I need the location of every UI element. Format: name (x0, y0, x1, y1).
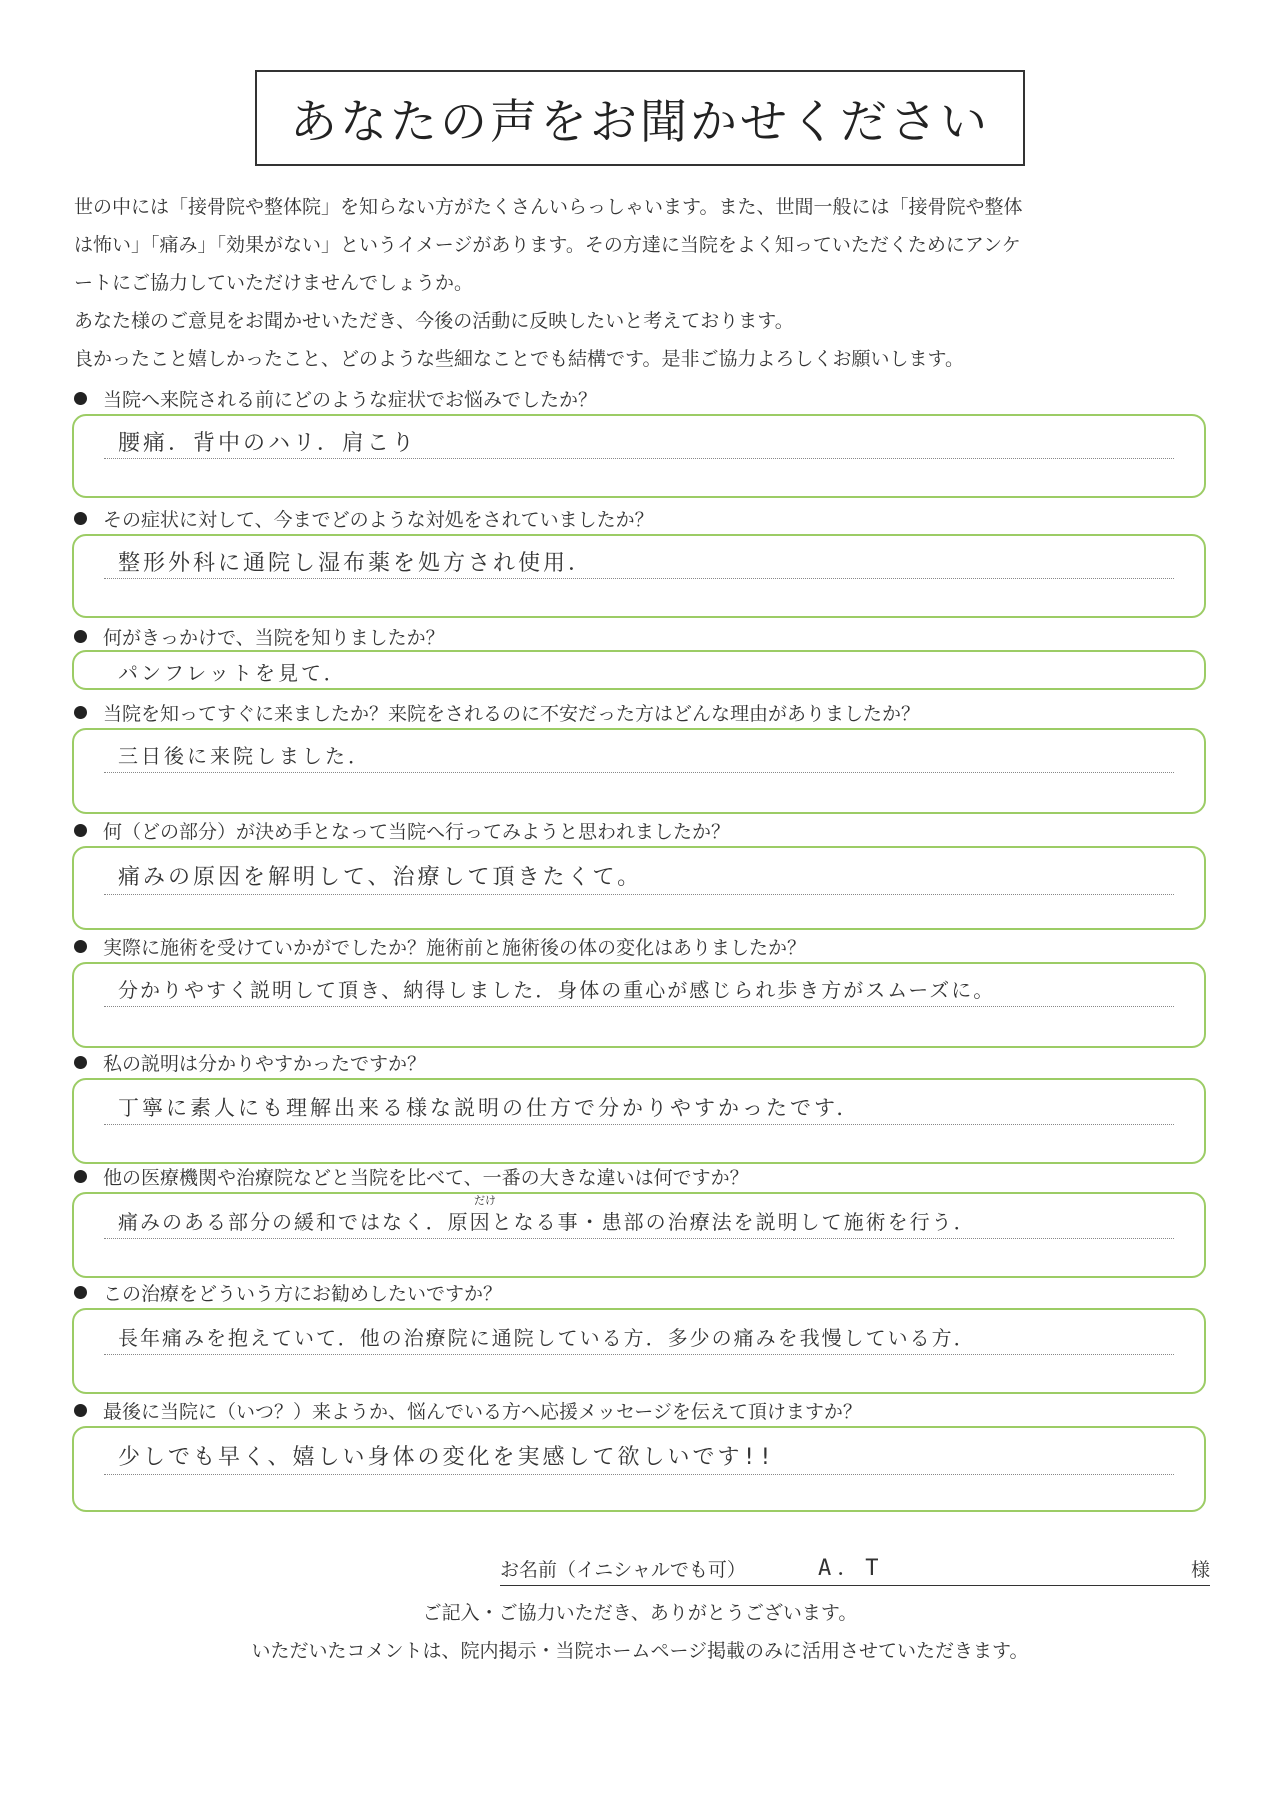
answer-box-7 (72, 1078, 1206, 1164)
question-text: この治療をどういう方にお勧めしたいですか？ (103, 1283, 503, 1305)
answer-box-1 (72, 414, 1206, 498)
answer-box-10 (72, 1426, 1206, 1512)
answer-text: 三日後に来院しました． (118, 744, 371, 768)
bullet-icon (74, 1286, 87, 1299)
usage-note: いただいたコメントは、院内掲示・当院ホームページ掲載のみに活用させていただきます。 (251, 1640, 1029, 1662)
question-text: その症状に対して、今までどのような対処をされていましたか？ (103, 509, 654, 531)
answer-box-3 (72, 650, 1206, 690)
question-text: 当院へ来院される前にどのような症状でお悩みでしたか？ (103, 389, 598, 411)
question-4 (74, 700, 1214, 728)
question-text: 私の説明は分かりやすかったですか？ (103, 1053, 427, 1075)
question-text: 他の医療機関や治療院などと当院を比べて、一番の大きな違いは何ですか？ (103, 1167, 749, 1189)
bullet-icon (74, 1170, 87, 1183)
name-value: A．T (818, 1556, 885, 1581)
bullet-icon (74, 706, 87, 719)
answer-text: 丁寧に素人にも理解出来る様な説明の仕方で分かりやすかったです． (118, 1096, 861, 1120)
name-suffix: 様 (1190, 1559, 1210, 1581)
intro-text (74, 188, 1214, 378)
answer-text: 分かりやすく説明して頂き、納得しました．身体の重心が感じられ歩き方がスムーズに。 (118, 978, 996, 1002)
answer-text: 腰痛．背中のハリ．肩こり (118, 431, 417, 456)
answer-text: 痛みの原因を解明して、治療して頂きたくて。 (118, 865, 643, 890)
bullet-icon (74, 940, 87, 953)
answer-line (104, 578, 1174, 579)
question-5 (74, 818, 1214, 846)
answer-line (104, 1474, 1174, 1475)
intro-line: 良かったこと嬉しかったこと、どのような些細なことでも結構です。是非ご協力よろしくお願いします。 (74, 348, 964, 370)
question-3 (74, 624, 1214, 652)
intro-line: 世の中には「接骨院や整体院」を知らない方がたくさんいらっしゃいます。また、世間一般には「接骨院や整体 (74, 196, 1023, 218)
name-label: お名前（イニシャルでも可） (500, 1559, 746, 1581)
answer-line (104, 1354, 1174, 1355)
answer-line (104, 1006, 1174, 1007)
question-6 (74, 934, 1214, 962)
answer-box-4 (72, 728, 1206, 814)
answer-text: 長年痛みを抱えていて．他の治療院に通院している方．多少の痛みを我慢している方． (118, 1326, 976, 1350)
answer-box-8 (72, 1192, 1206, 1278)
answer-line (104, 894, 1174, 895)
answer-box-6 (72, 962, 1206, 1048)
answer-text: 痛みのある部分の緩和ではなく．原因となる事・患部の治療法を説明して施術を行う． (118, 1210, 976, 1234)
question-text: 最後に当院に（いつ？）来ようか、悩んでいる方へ応援メッセージを伝えて頂けますか？ (103, 1401, 862, 1423)
bullet-icon (74, 824, 87, 837)
answer-line (104, 1238, 1174, 1239)
answer-line (104, 458, 1174, 459)
question-9 (74, 1280, 1214, 1308)
answer-box-9 (72, 1308, 1206, 1394)
question-text: 何（どの部分）が決め手となって当院へ行ってみようと思われましたか？ (103, 821, 731, 843)
intro-line: あなた様のご意見をお聞かせいただき、今後の活動に反映したいと考えております。 (74, 310, 794, 332)
name-field (500, 1553, 1210, 1586)
question-8 (74, 1164, 1214, 1192)
answer-box-5 (72, 846, 1206, 930)
intro-line: ートにご協力していただけませんでしょうか。 (74, 272, 474, 294)
answer-text: 整形外科に通院し湿布薬を処方され使用． (118, 551, 594, 576)
question-10 (74, 1398, 1214, 1426)
bullet-icon (74, 512, 87, 525)
question-text: 何がきっかけで、当院を知りましたか？ (103, 627, 445, 649)
question-1 (74, 386, 1214, 414)
survey-title: あなたの声をお聞かせください (255, 70, 1025, 166)
bullet-icon (74, 392, 87, 405)
answer-text: 少しでも早く、嬉しい身体の変化を実感して欲しいです!! (118, 1445, 776, 1470)
question-2 (74, 506, 1214, 534)
question-text: 当院を知ってすぐに来ましたか？来院をされるのに不安だった方はどんな理由がありましたか？ (103, 703, 921, 725)
answer-line (104, 1124, 1174, 1125)
bullet-icon (74, 630, 87, 643)
intro-line: は怖い」「痛み」「効果がない」というイメージがあります。その方達に当院をよく知っていただくためにアンケ (74, 234, 1021, 256)
question-text: 実際に施術を受けていかがでしたか？施術前と施術後の体の変化はありましたか？ (103, 937, 807, 959)
answer-box-2 (72, 534, 1206, 618)
bullet-icon (74, 1404, 87, 1417)
question-7 (74, 1050, 1214, 1078)
bullet-icon (74, 1056, 87, 1069)
furigana-note: だけ (474, 1194, 496, 1207)
thanks-text: ご記入・ご協力いただき、ありがとうございます。 (422, 1602, 858, 1624)
answer-text: パンフレットを見て． (118, 661, 347, 685)
answer-line (104, 772, 1174, 773)
